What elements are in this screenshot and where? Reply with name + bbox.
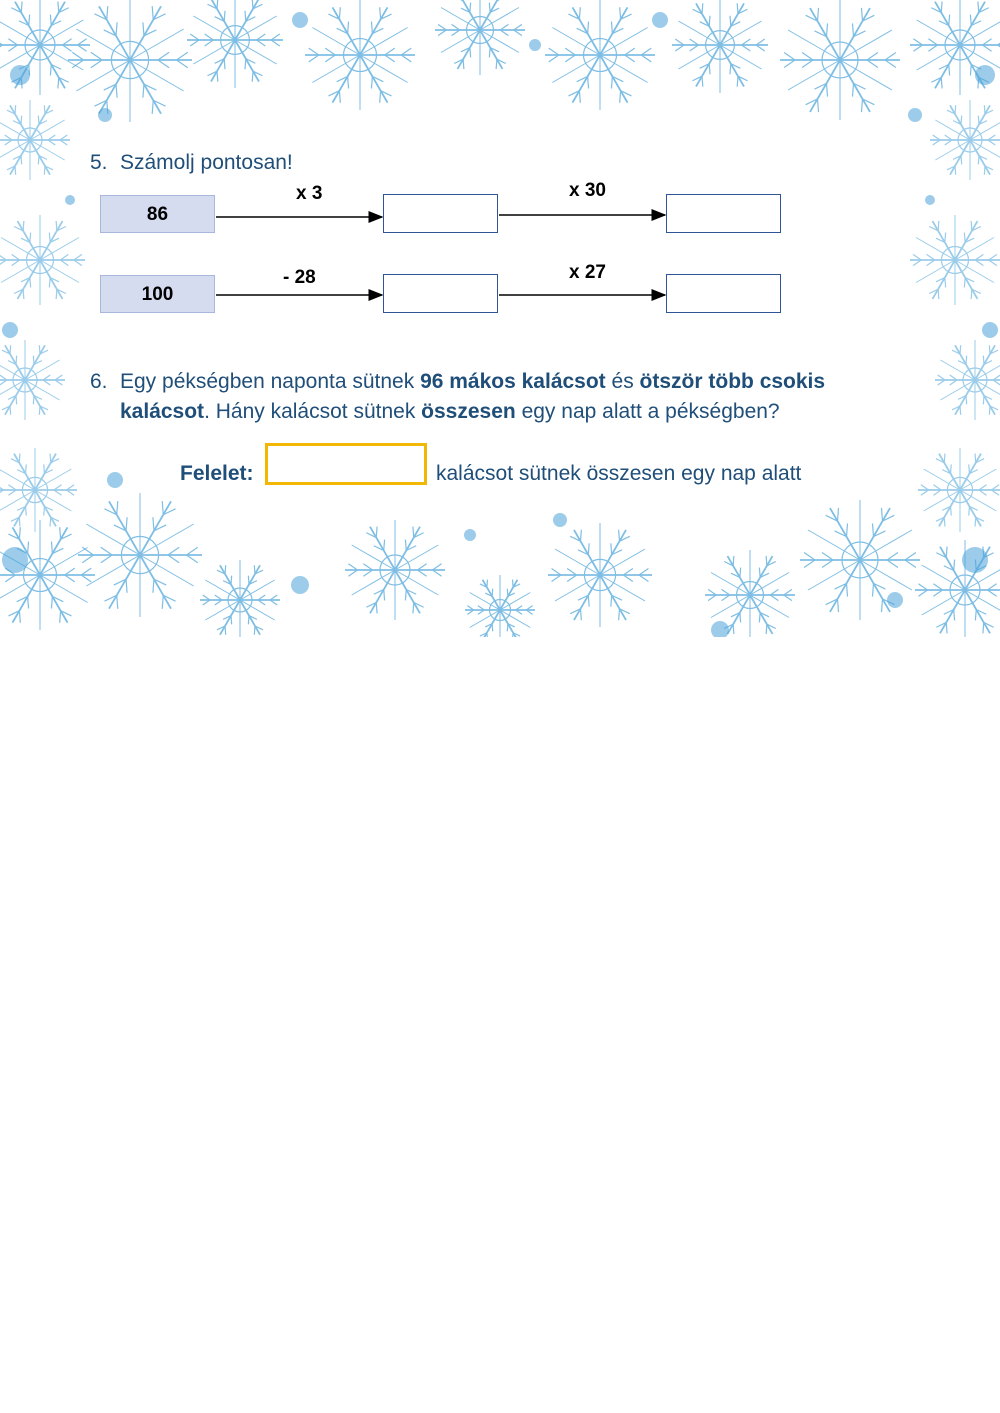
answer-label: Felelet: bbox=[180, 462, 254, 485]
task5-title: Számolj pontosan! bbox=[120, 151, 293, 174]
chain2-op2: x 27 bbox=[569, 262, 606, 283]
chain1-op1: x 3 bbox=[296, 183, 323, 204]
chain1-op2: x 30 bbox=[569, 180, 606, 201]
answer-suffix: kalácsot sütnek összesen egy nap alatt bbox=[436, 462, 802, 485]
blank-lower-page bbox=[0, 637, 1000, 1413]
answer-input[interactable] bbox=[265, 443, 427, 485]
worksheet-page bbox=[0, 0, 1000, 637]
task6-text-line2: kalácsot. Hány kalácsot sütnek összesen egy nap alatt a pékségben? bbox=[120, 400, 780, 423]
task6-text-line1: Egy pékségben naponta sütnek 96 mákos kalácsot és ötször több csokis bbox=[120, 370, 826, 393]
task5-number: 5. bbox=[90, 151, 108, 174]
chain2-start-value: 100 bbox=[100, 275, 215, 313]
task6-number: 6. bbox=[90, 370, 108, 393]
chain2-op1: - 28 bbox=[283, 267, 316, 288]
chain-arrows bbox=[0, 0, 1000, 637]
chain1-start-value: 86 bbox=[100, 195, 215, 233]
